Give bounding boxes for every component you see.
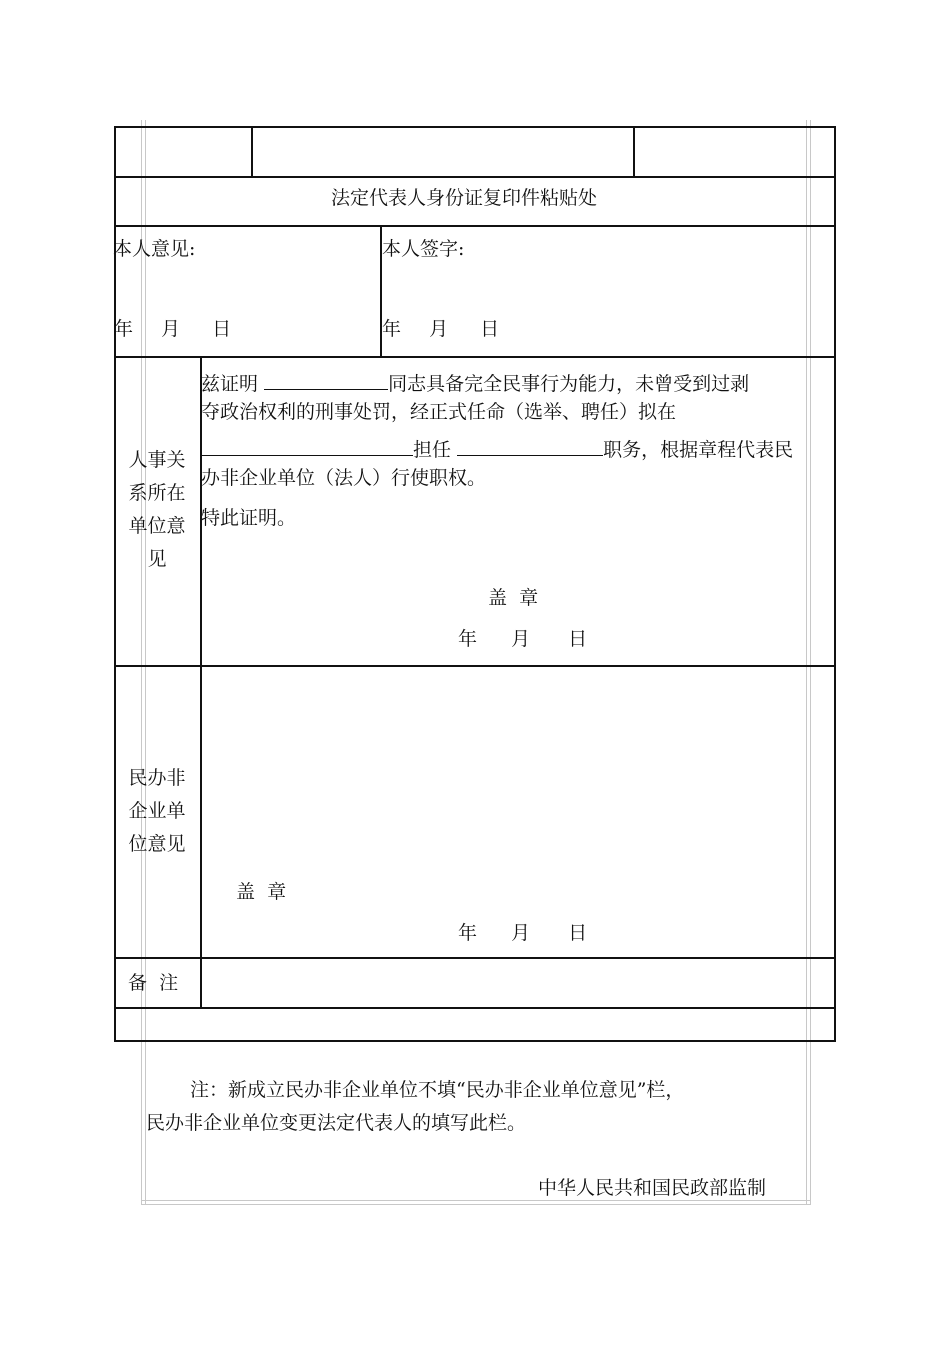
ghost-line	[141, 120, 142, 1205]
issuer-label: 中华人民共和国民政部监制	[538, 1177, 767, 1199]
self-opinion-date	[114, 320, 231, 339]
signature-label: 本人签字:	[382, 238, 465, 260]
year-label: 年	[458, 922, 478, 944]
table-border	[114, 1007, 836, 1009]
year-label: 年	[114, 318, 134, 340]
year-label: 年	[458, 628, 478, 650]
day-label: 日	[568, 628, 588, 650]
ghost-line	[806, 120, 807, 1205]
hr-section-label: 人事关 系所在 单位意 见	[128, 449, 186, 570]
month-label: 月	[511, 922, 531, 944]
name-blank[interactable]	[264, 369, 388, 390]
day-label: 日	[480, 318, 500, 340]
certificate-line-2: 夺政治权利的刑事处罚，经正式任命（选举、聘任）拟在	[201, 401, 677, 423]
unit-blank[interactable]	[201, 435, 413, 456]
seal-label: 盖 章	[236, 881, 287, 903]
table-border	[114, 957, 836, 959]
self-opinion-label: 本人意见:	[113, 238, 196, 260]
certificate-line-5: 特此证明。	[201, 507, 297, 529]
month-label: 月	[161, 318, 181, 340]
table-border	[114, 126, 116, 1041]
certificate-line-1: 兹证明 同志具备完全民事行为能力，未曾受到过剥	[201, 369, 749, 394]
org-section-label: 民办非 企业单 位意见	[128, 767, 186, 855]
table-border	[114, 176, 836, 178]
ghost-line	[810, 120, 811, 1205]
table-border	[251, 126, 253, 177]
day-label: 日	[212, 318, 232, 340]
certificate-line-3: 担任 职务，根据章程代表民	[201, 435, 793, 460]
footer-note-line-2: 民办非企业单位变更法定代表人的填写此栏。	[146, 1112, 527, 1134]
ghost-line	[141, 1204, 811, 1205]
signature-date	[382, 320, 499, 339]
ghost-line	[141, 1200, 811, 1201]
seal-label: 盖 章	[488, 587, 539, 609]
position-blank[interactable]	[457, 435, 603, 456]
certificate-line-4: 办非企业单位（法人）行使职权。	[201, 467, 487, 489]
table-border	[633, 126, 635, 177]
table-border	[114, 1040, 836, 1042]
year-label: 年	[382, 318, 402, 340]
remarks-label: 备 注	[128, 972, 179, 994]
day-label: 日	[568, 922, 588, 944]
month-label: 月	[511, 628, 531, 650]
org-section-date	[458, 924, 587, 943]
table-border	[114, 665, 836, 667]
ghost-line	[145, 120, 146, 1205]
table-border	[834, 126, 836, 1041]
table-border	[114, 126, 836, 128]
hr-section-date	[458, 630, 587, 649]
table-border	[114, 225, 836, 227]
id-copy-label: 法定代表人身份证复印件粘贴处	[330, 187, 597, 209]
footer-note-line-1: 注：新成立民办非企业单位不填“民办非企业单位意见”栏，	[190, 1079, 685, 1101]
month-label: 月	[429, 318, 449, 340]
table-border	[114, 356, 836, 358]
